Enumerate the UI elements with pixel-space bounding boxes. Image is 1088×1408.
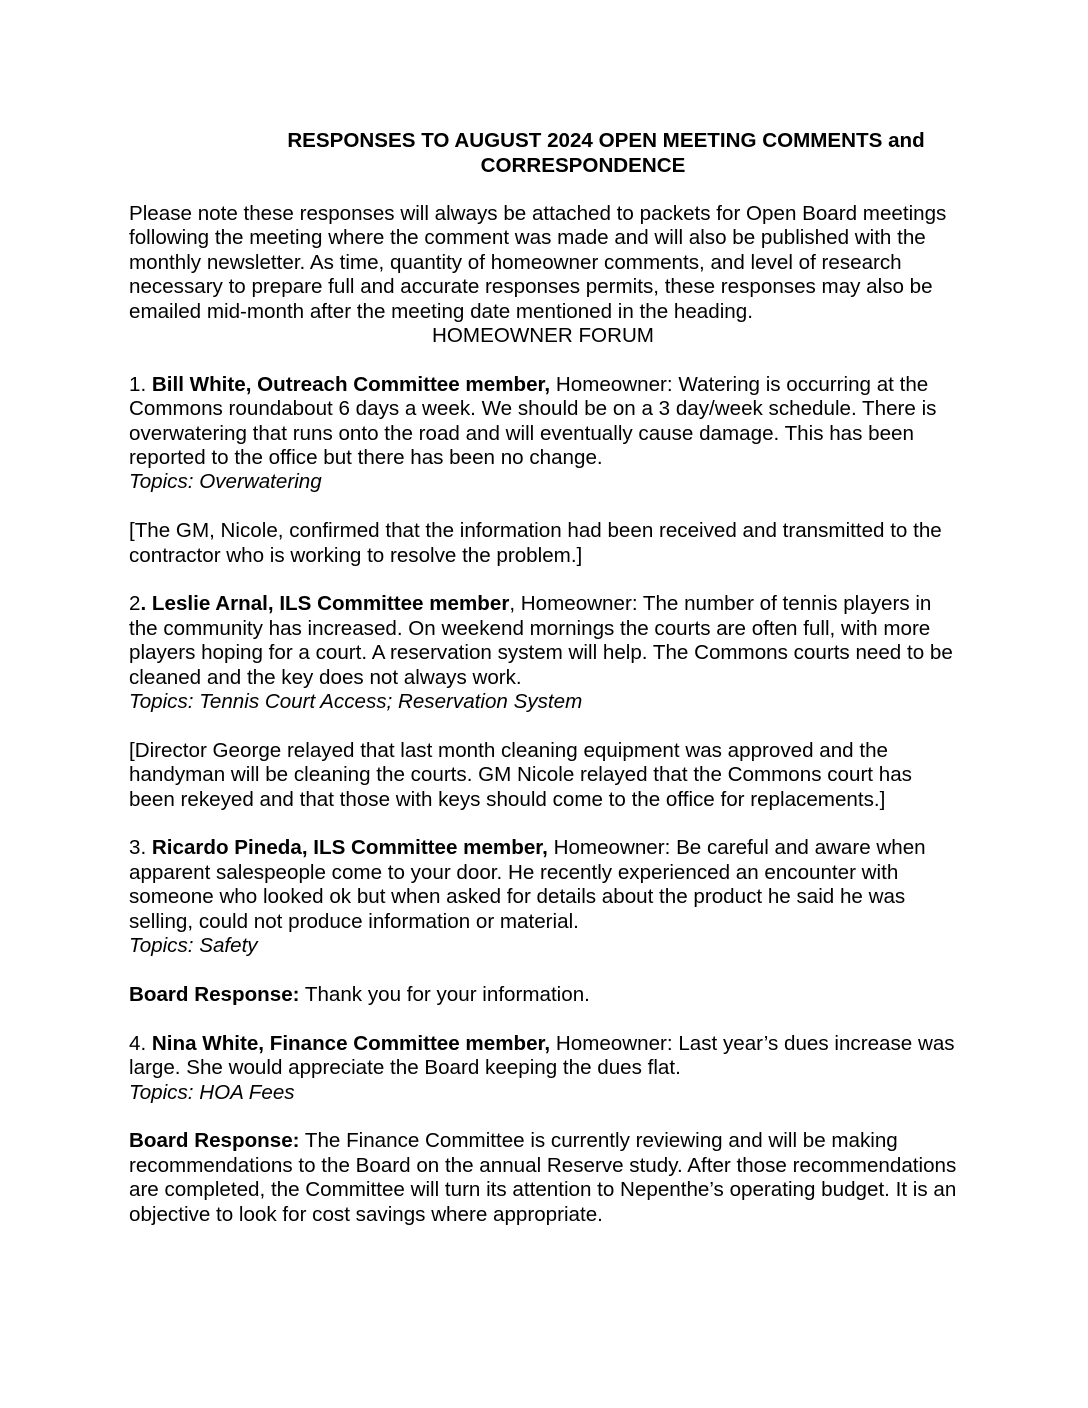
response-text: [Director George relayed that last month cleaning equipment was approved and the handyman will be cleaning the courts. GM Nicole relayed that the Commons court has been rekeyed and that those with keys should come to the office for replacements.] xyxy=(129,738,912,811)
board-response-label: Board Response: xyxy=(129,982,300,1006)
comment-topics: Topics: Overwatering xyxy=(129,470,322,494)
comment-paragraph xyxy=(129,1032,959,1081)
response-paragraph xyxy=(129,519,959,568)
commenter-name: . Leslie Arnal, ILS Committee member xyxy=(140,592,510,616)
document-body xyxy=(129,202,959,1227)
comment-text: , Homeowner: The number of tennis players in the community has increased. On weekend mornings the courts are often full, with more players hoping for a court. A reservation system will help. The Commons courts need to be cleaned and the key does not always work. xyxy=(129,592,953,689)
response-text: Thank you for your information. xyxy=(299,982,590,1006)
response-paragraph xyxy=(129,739,959,812)
comment-item xyxy=(129,1032,959,1227)
intro-paragraph: Please note these responses will always be attached to packets for Open Board meetings following the meeting where the comment was made and will also be published with the monthly newsletter. As time, quantity of homeowner comments, and level of research necessary to prepare full and accurate responses permits, these responses may also be emailed mid-month after the meeting date mentioned in the heading. xyxy=(129,202,947,323)
comment-text: Homeowner: Watering is occurring at the Commons roundabout 6 days a week. We should be on a 3 day/week schedule. There is overwatering that runs onto the road and will eventually cause damage. This has been reported to the office but there has been no change. xyxy=(129,372,937,470)
comment-text: Homeowner: Be careful and aware when apparent salespeople come to your door. He recently experienced an encounter with someone who looked ok but when asked for details about the product he said he was selling, could not produce information or material. xyxy=(129,836,926,933)
board-response-label: Board Response: xyxy=(129,1129,300,1153)
comment-item xyxy=(129,373,959,593)
response-paragraph xyxy=(129,1129,959,1227)
item-number: 1. xyxy=(129,372,152,396)
commenter-name: Nina White, Finance Committee member, xyxy=(151,1031,551,1055)
title-line-1: RESPONSES TO AUGUST 2024 OPEN MEETING COMMENTS and xyxy=(287,129,925,152)
comment-topics: Topics: HOA Fees xyxy=(129,1080,295,1104)
commenter-name: Ricardo Pineda, ILS Committee member, xyxy=(151,836,548,860)
section-heading: HOMEOWNER FORUM xyxy=(432,324,654,348)
comment-text: Homeowner: Last year’s dues increase was large. She would appreciate the Board keeping the dues flat. xyxy=(129,1031,955,1080)
item-number: 4. xyxy=(129,1031,152,1055)
document-title xyxy=(200,128,960,178)
comment-topics: Topics: Tennis Court Access; Reservation System xyxy=(129,690,583,714)
title-line-2: CORRESPONDENCE xyxy=(480,154,686,177)
item-number: 3. xyxy=(129,836,152,860)
response-paragraph xyxy=(129,983,959,1007)
comment-item xyxy=(129,836,959,1031)
commenter-name: Bill White, Outreach Committee member, xyxy=(151,372,551,396)
comment-topics: Topics: Safety xyxy=(129,934,258,958)
comment-item xyxy=(129,592,959,836)
comment-paragraph xyxy=(129,836,959,934)
comment-paragraph xyxy=(129,592,959,690)
comment-paragraph xyxy=(129,373,959,471)
response-text: [The GM, Nicole, confirmed that the information had been received and transmitted to the contractor who is working to resolve the problem.] xyxy=(129,519,942,567)
item-number: 2 xyxy=(129,592,141,616)
response-text: The Finance Committee is currently reviewing and will be making recommendations to the Board on the annual Reserve study. After those recommendations are completed, the Committee will turn its attention to Nepenthe’s operating budget. It is an objective to look for cost savings where appropriate. xyxy=(129,1129,957,1226)
